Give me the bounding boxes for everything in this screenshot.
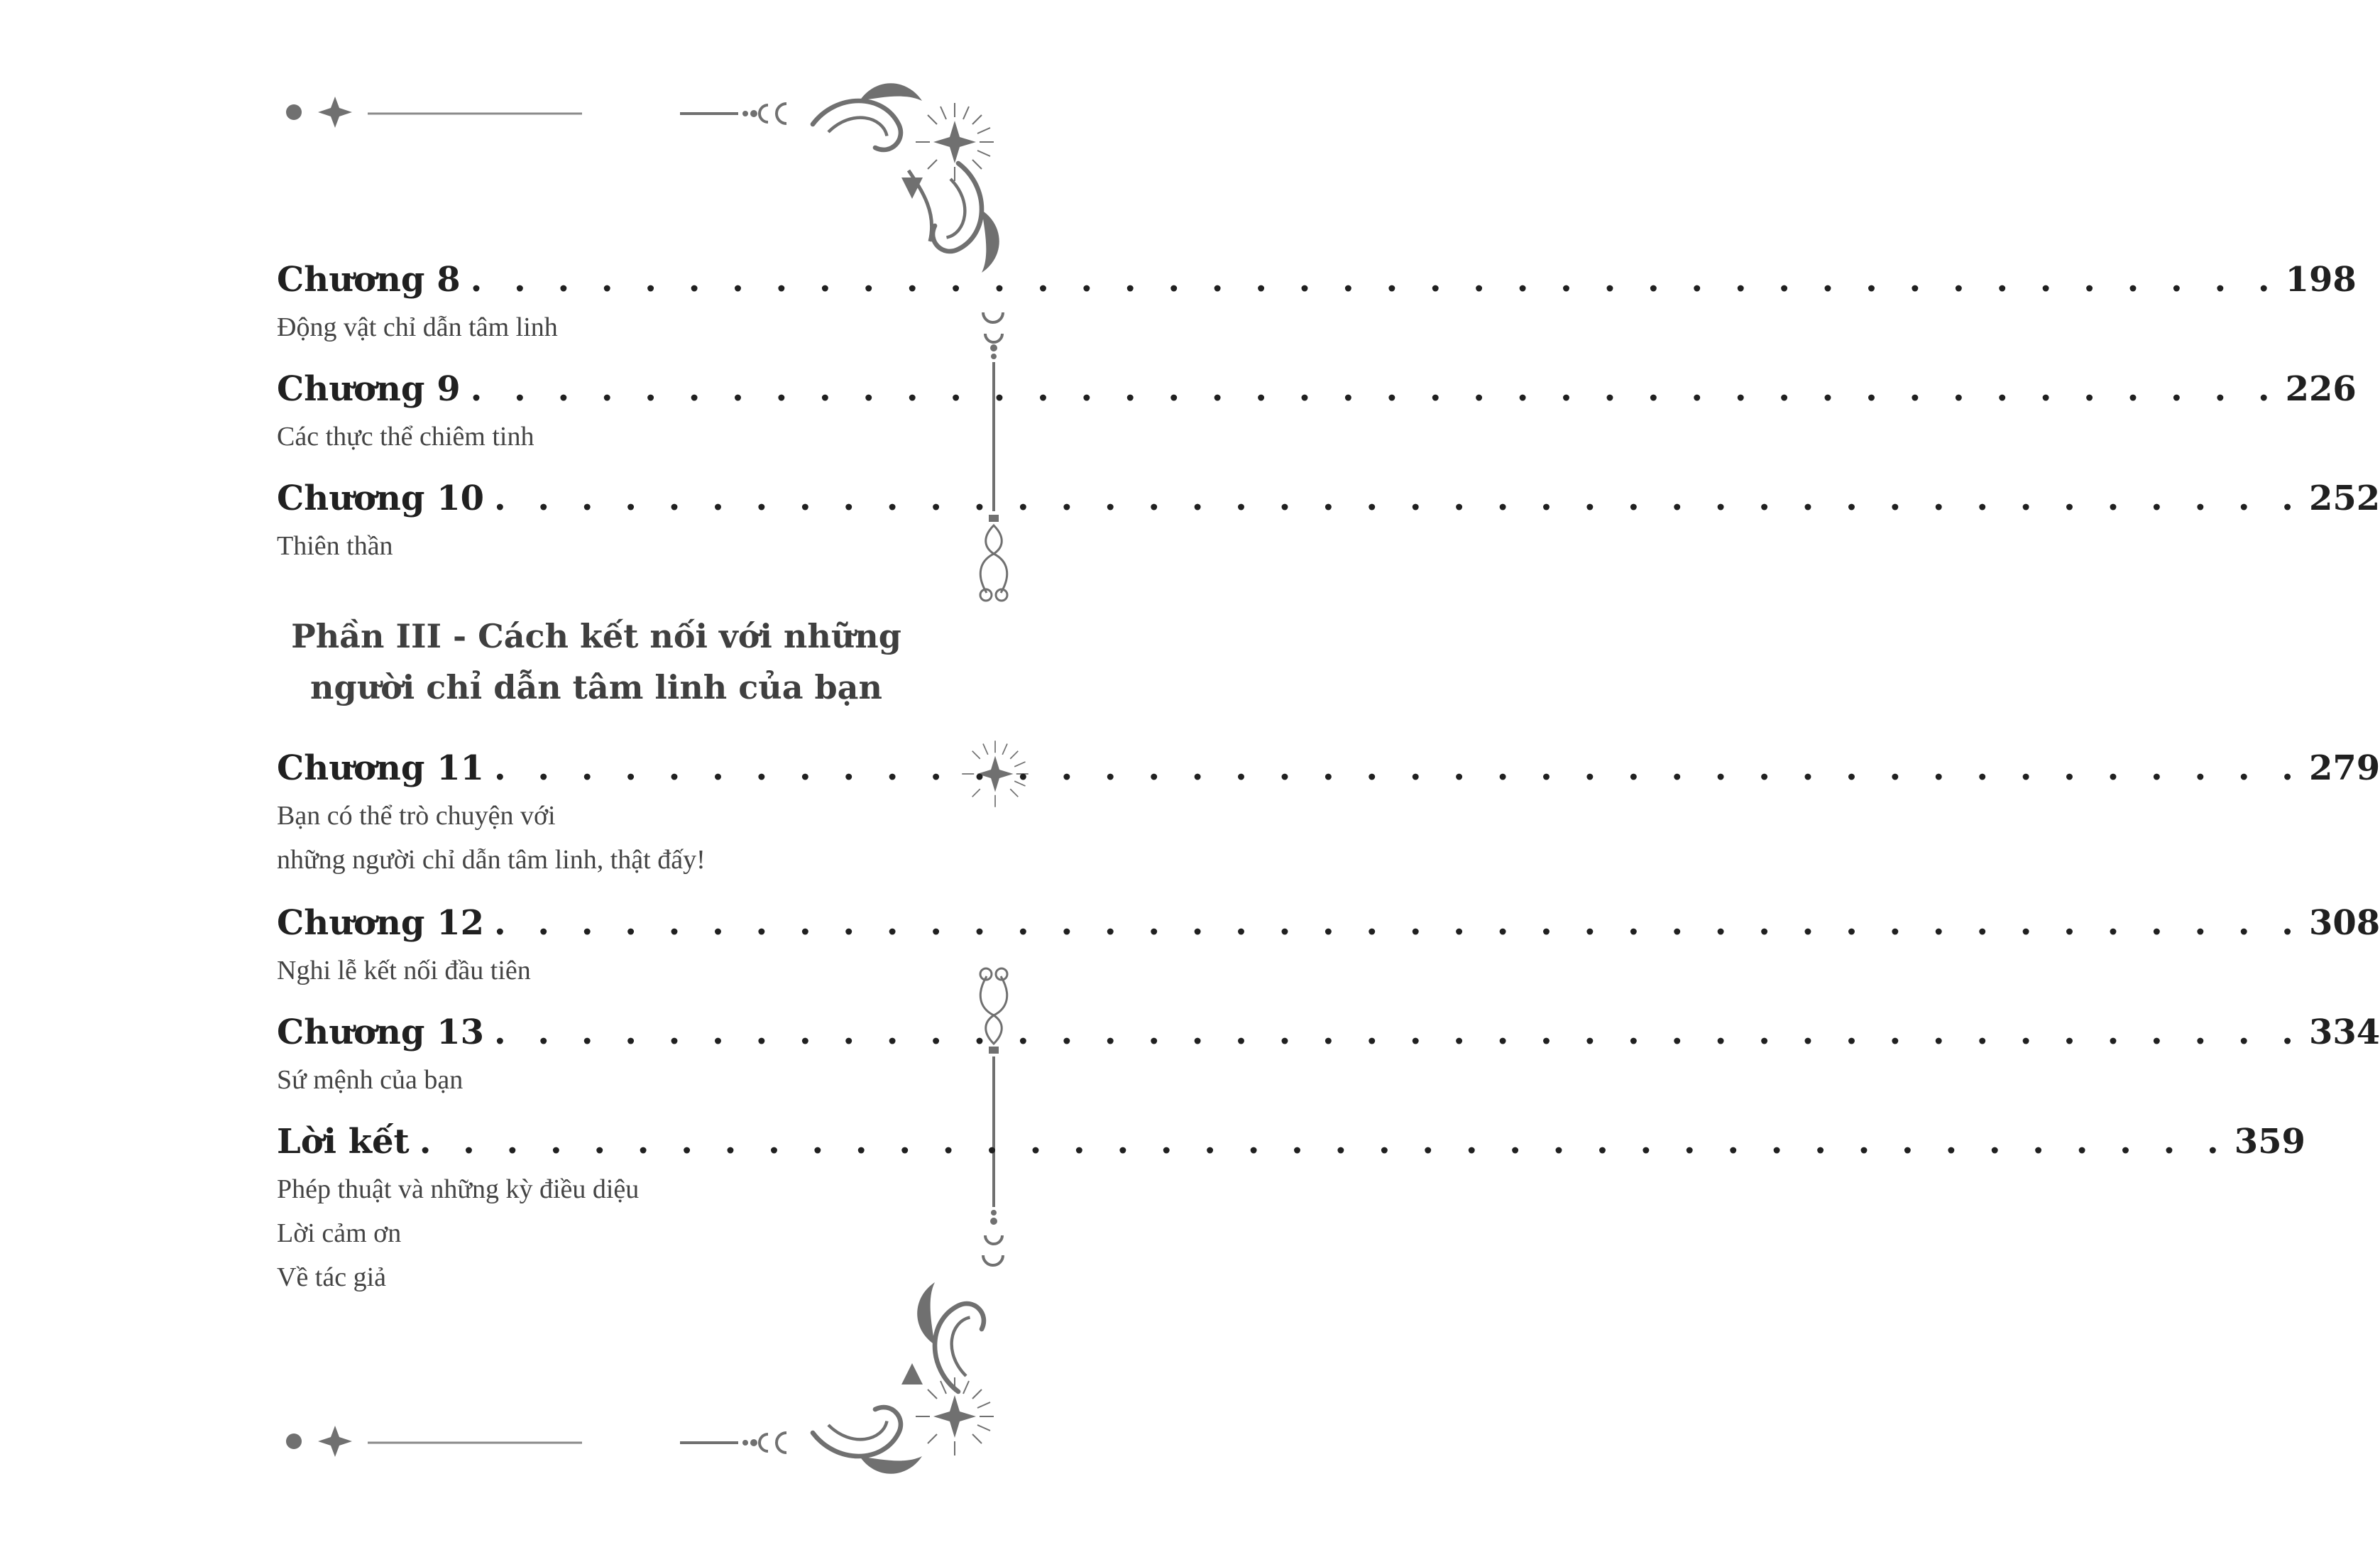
toc-entry-subtitle: Động vật chỉ dẫn tâm linh — [277, 312, 558, 342]
bottom-left-ornament — [286, 1426, 582, 1457]
toc-page-number: 334 — [2309, 1012, 2380, 1052]
toc-entry-title: Chương 8 — [277, 260, 461, 300]
toc-leader-dots: . . . . . . . . . . . . . . . . . . . . . . . . . . . . . . . . . . . . . . . . . . — [493, 748, 2303, 788]
toc-entry-subtitle: Nghi lễ kết nối đầu tiên — [277, 956, 531, 985]
toc-leader-dots: . . . . . . . . . . . . . . . . . . . . . . . . . . . . . . . . . . . . . . . . . . — [493, 1012, 2303, 1052]
toc-entry-subtitle: Bạn có thể trò chuyện với — [277, 801, 556, 831]
toc-entry-title: Chương 10 — [277, 479, 484, 518]
toc-entry-title: Chương 12 — [277, 903, 484, 943]
toc-entry-subtitle: Phép thuật và những kỳ điều diệu — [277, 1174, 640, 1204]
toc-entry-chapter-9[interactable] — [277, 368, 2357, 459]
toc-entry-subtitle: những người chỉ dẫn tâm linh, thật đấy! — [277, 845, 706, 875]
toc-entry-subtitle: Sứ mệnh của bạn — [277, 1065, 464, 1095]
toc-page-number: 308 — [2309, 903, 2380, 943]
toc-leader-dots: . . . . . . . . . . . . . . . . . . . . . . . . . . . . . . . . . . . . . . . . . . — [470, 260, 2280, 300]
part-heading-line-2: người chỉ dẫn tâm linh của bạn — [310, 668, 882, 706]
toc-entry-title: Chương 11 — [277, 748, 484, 788]
toc-entry-title: Lời kết — [277, 1122, 410, 1162]
toc-entry-chapter-10[interactable] — [277, 477, 2380, 568]
toc-entry-title: Chương 9 — [277, 369, 461, 409]
toc-page-number: 252 — [2309, 479, 2380, 518]
toc-leader-dots: . . . . . . . . . . . . . . . . . . . . . . . . . . . . . . . . . . . . . . . . . . — [470, 369, 2280, 409]
toc-entry-chapter-8[interactable] — [277, 258, 2357, 349]
toc-entry-chapter-11[interactable] — [277, 747, 2380, 882]
part-heading-line-1: Phần III - Cách kết nối với những — [291, 617, 901, 655]
toc-entry-subtitle: Lời cảm ơn — [277, 1218, 402, 1248]
toc-entry-subtitle: Về tác giả — [277, 1262, 387, 1292]
top-left-ornament — [286, 97, 582, 128]
toc-page-number: 279 — [2309, 748, 2380, 788]
toc-entry-epilogue[interactable] — [277, 1120, 2305, 1299]
part-heading — [256, 611, 937, 713]
toc-entry-subtitle: Thiên thần — [277, 531, 393, 561]
toc-page-number: 198 — [2285, 260, 2357, 300]
toc-page-number: 226 — [2285, 369, 2357, 409]
toc-leader-dots: . . . . . . . . . . . . . . . . . . . . . . . . . . . . . . . . . . . . . . . . . . — [493, 479, 2303, 518]
toc-page-number: 359 — [2234, 1122, 2305, 1162]
toc-entry-chapter-12[interactable] — [277, 902, 2380, 993]
toc-leader-dots: . . . . . . . . . . . . . . . . . . . . . . . . . . . . . . . . . . . . . . . . . . — [419, 1122, 2229, 1162]
toc-leader-dots: . . . . . . . . . . . . . . . . . . . . . . . . . . . . . . . . . . . . . . . . . . — [493, 903, 2303, 943]
toc-entry-title: Chương 13 — [277, 1012, 484, 1052]
toc-entry-subtitle: Các thực thể chiêm tinh — [277, 422, 534, 452]
toc-entry-chapter-13[interactable] — [277, 1011, 2380, 1102]
